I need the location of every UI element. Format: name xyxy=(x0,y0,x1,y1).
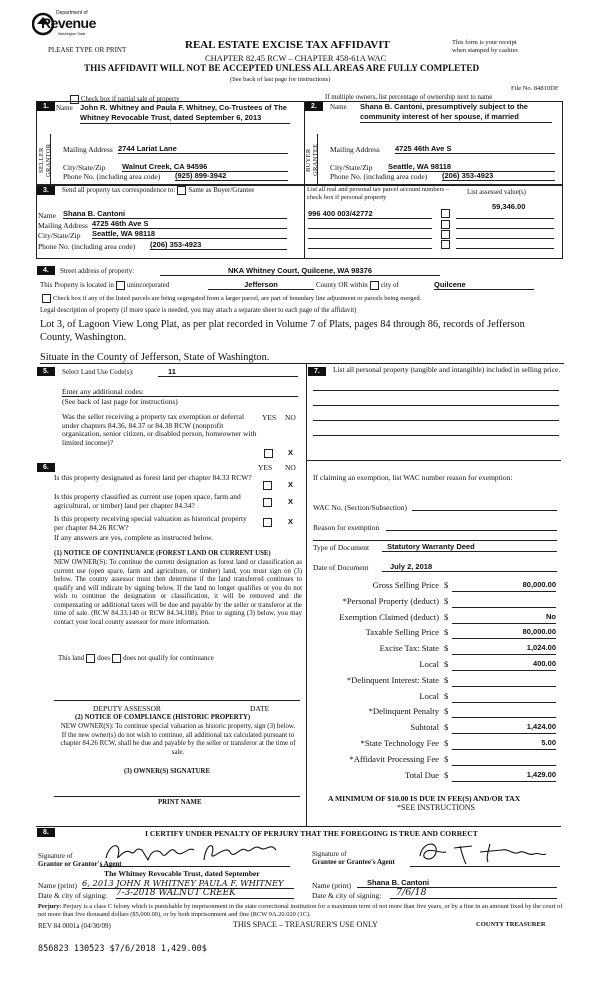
grantor-date-city-label: Date & city of signing: xyxy=(38,891,108,900)
tax-row xyxy=(306,627,561,641)
section-5-number: 5. xyxy=(37,367,55,376)
street-address-value[interactable]: NKA Whitney Court, Quilcene, WA 98376 xyxy=(160,266,440,276)
grantor-name-print-label: Name (print) xyxy=(38,881,77,890)
seller-grantor-label: SELLER GRANTOR xyxy=(38,143,52,177)
tax-exemption-yes-checkbox[interactable] xyxy=(264,449,273,458)
section-3-number: 3. xyxy=(37,186,55,195)
tax-row-label: *State Technology Fee xyxy=(360,738,439,748)
continuance-row: This land does does not qualify for continuance xyxy=(58,654,214,663)
tax-row xyxy=(306,754,561,768)
tax-exemption-no-answer[interactable]: X xyxy=(288,448,294,457)
grantee-name-print-value[interactable]: Shana B. Cantoni xyxy=(357,878,557,888)
if-yes-note: If any answers are yes, complete as instructed below. xyxy=(54,533,214,542)
seller-phone-label: Phone No. (including area code) xyxy=(63,172,161,181)
tax-row xyxy=(306,738,561,752)
tax-row xyxy=(306,596,561,610)
please-type-label: PLEASE TYPE OR PRINT xyxy=(48,46,127,54)
grantor-name-print-value[interactable]: 6, 2013 JOHN R WHITNEY PAULA F. WHITNEY xyxy=(82,878,294,889)
additional-codes-note: (See back of last page for instructions) xyxy=(62,397,178,406)
revenue-logo: Department of Revenue Washington State xyxy=(32,10,92,40)
current-use-yes-checkbox[interactable] xyxy=(263,498,272,507)
street-address-label: Street address of property: xyxy=(60,267,135,275)
tax-row-label: *Affidavit Processing Fee xyxy=(349,753,439,764)
seller-mailing-label: Mailing Address xyxy=(63,145,113,154)
tax-row-label: Subtotal xyxy=(410,722,439,733)
section-1-number: 1. xyxy=(37,102,55,111)
notice-continuance-body: NEW OWNER(S): To continue the current designation as forest land or classification as current use (open space, farm and agriculture, or timber) land, you must sign on (3) below. The county assessor must then determine if the land transferred continues to qualify and will indicate by signing below. If the land no longer qualifies or you do not wish to continue the designation or classification, it will be removed and the compensating or additional taxes will be due and payable by the seller or transferor at the time of sale. (RCW 84.33.140 or RCW 84.34.108). Prior to signing (3) below, you may contact your local county assessor for more information. xyxy=(54,559,302,626)
tax-row-dollar: $ xyxy=(444,706,449,717)
tax-exemption-question: Was the seller receiving a property tax exemption or deferral under chapters 84.36, 84.37 or 84.38 RCW (nonprofit organization, senior citizen, or disabled person, homeowner with limited income)? xyxy=(62,412,257,447)
additional-codes-label: Enter any additional codes: xyxy=(62,387,298,397)
same-as-buyer-checkbox[interactable] xyxy=(177,186,186,195)
tax-row-dollar: $ xyxy=(444,674,449,685)
land-use-label: Select Land Use Code(s): xyxy=(62,368,134,376)
doc-date-value[interactable]: July 2, 2018 xyxy=(382,562,557,572)
within-city-checkbox[interactable] xyxy=(370,281,379,290)
buyer-phone-label: Phone No. (including area code) xyxy=(330,172,428,181)
legal-description-label: Legal description of property (if more space is needed, you may attach a separate sheet to each page of the affidavit) xyxy=(40,307,357,314)
parcel-1-personal-checkbox[interactable] xyxy=(441,209,450,218)
segregated-checkbox[interactable] xyxy=(42,294,51,303)
section-7-number: 7. xyxy=(308,367,326,376)
correspondence-phone-label: Phone No. (including area code) xyxy=(38,242,136,251)
tax-row-value[interactable] xyxy=(452,675,556,687)
tax-row-dollar: $ xyxy=(444,738,449,748)
tax-row-value[interactable] xyxy=(452,596,556,608)
tax-row-dollar: $ xyxy=(444,643,449,654)
current-use-question: Is this property classified as current use (open space, farm and agricultural, or timber) land per chapter 84.34? xyxy=(54,492,241,510)
section-6-yes-header: YES xyxy=(258,463,273,472)
grantor-date-city-value[interactable]: 7-3-2018 WALNUT CREEK xyxy=(116,888,294,899)
tax-row-value[interactable] xyxy=(452,706,556,718)
tax-row-value[interactable]: 80,000.00 xyxy=(452,627,556,639)
buyer-city-value[interactable]: Seattle, WA 98118 xyxy=(388,162,555,172)
correspondence-phone-value[interactable]: (206) 353-4923 xyxy=(150,240,287,250)
notice-compliance-title: (2) NOTICE OF COMPLIANCE (HISTORIC PROPERTY) xyxy=(75,714,251,721)
section-8-number: 8. xyxy=(37,828,55,837)
not-qualifies-checkbox[interactable] xyxy=(112,654,121,663)
county-or-row: County OR within city of xyxy=(316,281,399,290)
see-back-header: (See back of last page for instructions) xyxy=(230,76,331,83)
tax-row xyxy=(306,722,561,736)
tax-row-dollar: $ xyxy=(444,595,449,606)
buyer-name-label: Name xyxy=(330,103,347,111)
correspondence-row: Send all property tax correspondence to: Same as Buyer/Grantee xyxy=(62,186,255,195)
minimum-fee-note: A MINIMUM OF $10.00 IS DUE IN FEE(S) AND/OR TAX xyxy=(328,794,521,803)
section-6-number: 6. xyxy=(37,463,55,472)
unincorporated-checkbox[interactable] xyxy=(116,281,125,290)
form-notice: THIS AFFIDAVIT WILL NOT BE ACCEPTED UNLESS ALL AREAS ARE FULLY COMPLETED xyxy=(84,63,480,73)
assessed-values-label: List assessed value(s) xyxy=(467,189,526,196)
treasurer-space-label: THIS SPACE – TREASURER'S USE ONLY xyxy=(233,920,378,929)
notice-compliance-body: NEW OWNER(S): To continue special valuation as historic property, sign (3) below. If the new owner(s) do not wish to continue, all additional tax calculated pursuant to chapter 84.26 RCW, shall be due and payable by the seller or transferor at the time of sale. xyxy=(60,723,296,756)
section-6-no-header: NO xyxy=(285,463,296,472)
trust-line: The Whitney Revocable Trust, dated September xyxy=(104,869,260,878)
tax-row xyxy=(306,580,561,594)
doc-date-label: Date of Document xyxy=(313,563,369,572)
deputy-assessor-label: DEPUTY ASSESSOR xyxy=(93,704,161,713)
cashier-stamp: 856823 130523 $7/6/2018 1,429.00$ xyxy=(38,944,207,954)
buyer-name-value[interactable]: Shana B. Cantoni, presumptively subject to the community interest of her spouse, if married xyxy=(360,102,552,123)
grantee-signature[interactable] xyxy=(410,838,560,867)
correspondence-city-value[interactable]: Seattle, WA 98118 xyxy=(92,229,287,239)
tax-row-dollar: $ xyxy=(444,753,449,764)
tax-row xyxy=(306,659,561,673)
location-row: This Property is located in unincorporated xyxy=(40,281,170,290)
county-value[interactable]: Jefferson xyxy=(208,280,314,290)
segregated-row: Check box if any of the listed parcels are being segregated from a larger parcel, are part of boundary line adjustment or parcels being merged. xyxy=(40,294,421,303)
tax-row-value[interactable]: 1,024.00 xyxy=(452,643,556,655)
tax-row-value[interactable] xyxy=(452,754,556,766)
tax-row-dollar: $ xyxy=(444,580,449,590)
grantor-signature[interactable] xyxy=(100,838,290,867)
tax-row-label: Exemption Claimed (deduct) xyxy=(339,611,439,622)
seller-city-value[interactable]: Walnut Creek, CA 94596 xyxy=(122,162,288,172)
correspondence-mailing-label: Mailing Address xyxy=(38,221,88,230)
buyer-phone-value[interactable]: (206) 353-4923 xyxy=(442,171,555,181)
tax-row-value[interactable]: 400.00 xyxy=(452,659,556,671)
parcel-4-personal-checkbox[interactable] xyxy=(441,240,450,249)
city-value[interactable]: Quilcene xyxy=(434,280,534,290)
tax-row-value[interactable]: No xyxy=(452,612,556,624)
tax-row xyxy=(306,643,561,657)
tax-row xyxy=(306,612,561,626)
multiple-owners-note: If multiple owners, list percentage of ownership next to name xyxy=(325,94,493,101)
file-number: File No. 84810DF xyxy=(511,85,559,92)
parcel-accounts-label: List all real and personal tax parcel account numbers – check box if personal property xyxy=(307,186,450,201)
receipt-note: This form is your receipt when stamped by cashier. xyxy=(452,39,519,54)
tax-row-label: Total Due xyxy=(404,769,439,780)
historic-yes-checkbox[interactable] xyxy=(263,518,272,527)
legal-description-line-2[interactable]: County, Washington. xyxy=(40,332,127,343)
tax-row-label: *Personal Property (deduct) xyxy=(342,595,439,606)
tax-row-value[interactable] xyxy=(452,691,556,703)
partial-sale-row: Check box if partial sale of property xyxy=(68,95,180,104)
seller-name-label: Name xyxy=(56,104,73,112)
tax-row-dollar: $ xyxy=(444,627,449,638)
correspondence-name-label: Name xyxy=(38,211,56,220)
tax-row xyxy=(306,770,561,784)
wac-label: WAC No. (Section/Subsection) xyxy=(313,503,407,512)
owner-signature-label: (3) OWNER(S) SIGNATURE xyxy=(124,768,210,775)
form-title: REAL ESTATE EXCISE TAX AFFIDAVIT xyxy=(185,39,390,51)
tax-row-value[interactable]: 1,429.00 xyxy=(452,770,556,782)
buyer-grantee-label: BUYER GRANTEE xyxy=(305,143,319,177)
section-5-yes-header: YES xyxy=(262,413,277,422)
tax-row xyxy=(306,691,561,705)
tax-row-dollar: $ xyxy=(444,690,449,701)
seller-phone-value[interactable]: (925) 899-3942 xyxy=(175,171,288,181)
see-instructions-note: *SEE INSTRUCTIONS xyxy=(397,803,476,812)
tax-row-label: Local xyxy=(419,690,439,701)
reason-label: Reason for exemption xyxy=(313,523,380,532)
buyer-mailing-value[interactable]: 4725 46th Ave S xyxy=(395,144,555,154)
historic-no-answer[interactable]: X xyxy=(288,517,294,526)
grantee-date-city-label: Date & city of signing: xyxy=(312,891,382,900)
correspondence-name-value[interactable]: Shana B. Cantoni xyxy=(63,209,287,219)
seller-mailing-value[interactable]: 2744 Lariat Lane xyxy=(118,144,288,154)
tax-row-label: *Delinquent Penalty xyxy=(368,706,439,717)
tax-row-dollar: $ xyxy=(444,659,449,669)
correspondence-city-label: City/State/Zip xyxy=(38,231,81,240)
tax-row-label: Taxable Selling Price xyxy=(365,627,439,638)
tax-row-label: Local xyxy=(419,659,439,669)
section-5-no-header: NO xyxy=(285,413,296,422)
correspondence-mailing-value[interactable]: 4725 46th Ave S xyxy=(92,219,287,229)
forest-land-no-answer[interactable]: X xyxy=(288,480,294,489)
current-use-no-answer[interactable]: X xyxy=(288,497,294,506)
grantor-signature-label: Signature of Grantor or Grantor's Agent xyxy=(38,852,122,868)
tax-row-dollar: $ xyxy=(444,611,449,622)
certify-statement: I CERTIFY UNDER PENALTY OF PERJURY THAT THE FOREGOING IS TRUE AND CORRECT xyxy=(145,829,478,838)
personal-property-label: List all personal property (tangible and intangible) included in selling price. xyxy=(333,365,561,374)
form-chapter: CHAPTER 82.45 RCW – CHAPTER 458-61A WAC xyxy=(205,53,387,63)
parcel-2-personal-checkbox[interactable] xyxy=(441,220,450,229)
tax-row-dollar: $ xyxy=(444,769,449,780)
buyer-city-label: City/State/Zip xyxy=(330,163,373,172)
tax-row-label: *Delinquent Interest: State xyxy=(346,674,439,685)
historic-question: Is this property receiving special valuation as historical property per chapter 84.26 RCW? xyxy=(54,514,247,532)
parcel-account-1[interactable]: 996 400 003/42772 xyxy=(308,209,432,219)
grantee-date-city-value[interactable]: 7/6/18 xyxy=(390,887,557,899)
doc-type-value[interactable]: Statutory Warranty Deed xyxy=(382,542,557,552)
tax-row-value[interactable]: 5.00 xyxy=(452,738,556,750)
tax-row xyxy=(306,675,561,689)
grantee-name-print-label: Name (print) xyxy=(312,881,351,890)
legal-description-line-1[interactable]: Lot 3, of Lagoon View Long Plat, as per plat recorded in Volume 7 of Plats, pages 84 through 86, records of Jefferson xyxy=(40,319,525,330)
tax-row-value[interactable]: 1,424.00 xyxy=(452,722,556,734)
forest-land-question: Is this property designated as forest land per chapter 84.33 RCW? xyxy=(54,473,252,482)
assessor-date-label: DATE xyxy=(250,704,270,713)
qualifies-checkbox[interactable] xyxy=(86,654,95,663)
doc-type-label: Type of Document xyxy=(313,543,370,552)
land-use-value[interactable]: 11 xyxy=(158,367,298,377)
tax-row-label: Excise Tax: State xyxy=(379,643,439,654)
tax-row-label: Gross Selling Price xyxy=(372,580,439,590)
assessed-value-1[interactable]: 59,346.00 xyxy=(492,202,526,211)
seller-city-label: City/State/Zip xyxy=(63,163,106,172)
notice-continuance-title: (1) NOTICE OF CONTINUANCE (FOREST LAND OR CURRENT USE) xyxy=(54,550,271,557)
tax-row-dollar: $ xyxy=(444,722,449,733)
claiming-exemption-label: If claiming an exemption, list WAC number reason for exemption: xyxy=(313,473,513,482)
tax-row-value[interactable]: 80,000.00 xyxy=(452,580,556,592)
tax-row xyxy=(306,706,561,720)
parcel-3-personal-checkbox[interactable] xyxy=(441,230,450,239)
buyer-mailing-label: Mailing Address xyxy=(330,145,380,154)
grantee-signature-label: Signature of Grantee or Grantee's Agent xyxy=(312,850,395,866)
print-name-label: PRINT NAME xyxy=(158,799,202,806)
legal-description-line-3[interactable]: Situate in the County of Jefferson, State of Washington. xyxy=(40,352,564,364)
form-revision: REV 84 0001a (04/30/09) xyxy=(38,922,111,930)
county-treasurer-label: COUNTY TREASURER xyxy=(476,921,546,928)
perjury-statement: Perjury: Perjury is a class C felony which is punishable by imprisonment in the state correctional institution for a maximum term of not more than five years, or by a fine in an amount fixed by the court of not more than five thousand dollars ($5,000.00), or by both imprisonment and fine (RCW 9A.20.020 (1C). xyxy=(38,903,563,918)
section-2-number: 2. xyxy=(305,102,323,111)
section-4-number: 4. xyxy=(37,266,55,275)
forest-land-yes-checkbox[interactable] xyxy=(263,481,272,490)
seller-name-value[interactable]: John R. Whitney and Paula F. Whitney, Co-Trustees of The Whitney Revocable Trust, dated September 6, 2013 xyxy=(80,103,290,124)
